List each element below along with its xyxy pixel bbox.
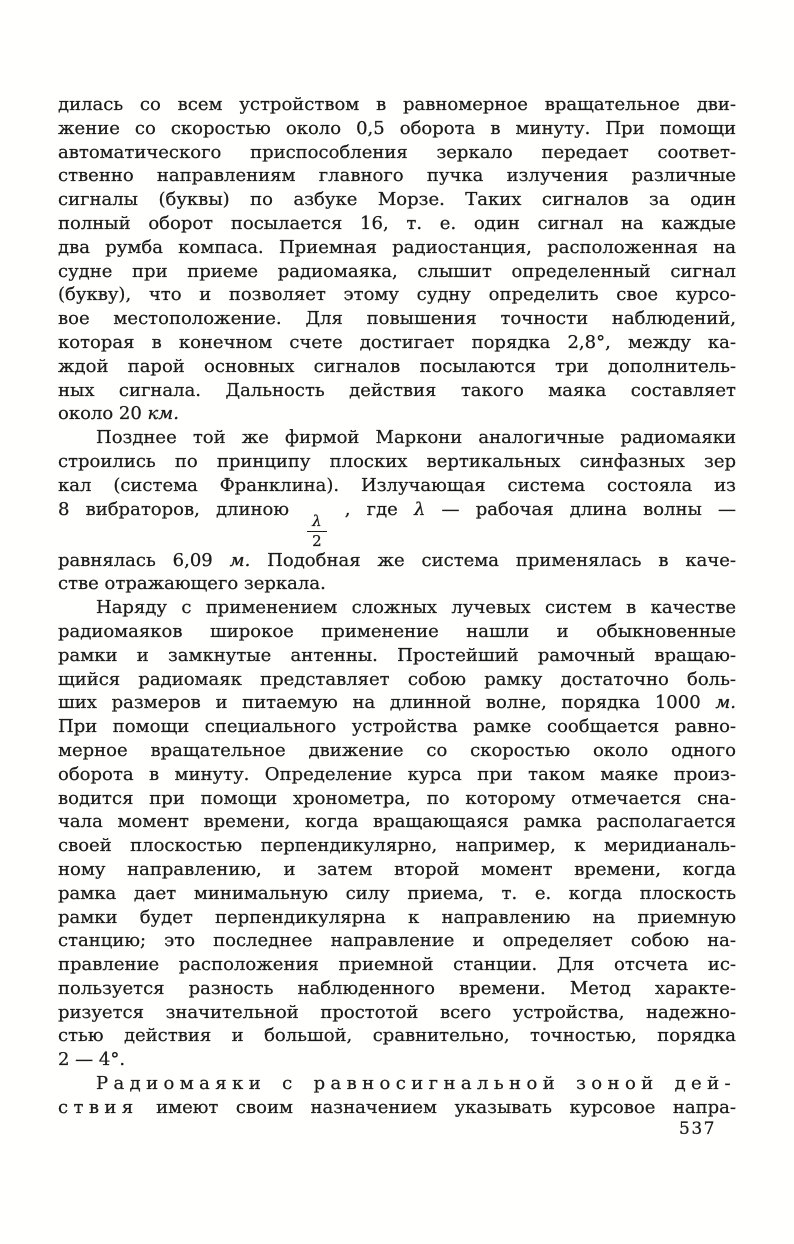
text-segment: — рабочая длина волны — — [425, 498, 737, 520]
text-segment: радиомаяков широкое применение нашли и обыкновенные — [58, 620, 736, 642]
text-segment: ных сигнала. Дальность действия такого маяка составляет — [58, 379, 736, 401]
text-segment: которая в конечном счете достигает порядка 2,8°, между ка- — [58, 331, 736, 353]
text-line — [58, 426, 736, 450]
text-line — [58, 93, 736, 117]
body-text — [58, 93, 736, 1120]
text-line — [58, 307, 736, 331]
text-segment: Позднее той же фирмой Маркони аналогичные радиомаяки — [96, 427, 736, 449]
text-line — [58, 834, 736, 858]
text-line — [58, 117, 736, 141]
text-line — [58, 1072, 736, 1096]
text-segment: чала момент времени, когда вращающаяся рамка располагается — [58, 811, 736, 833]
text-line — [58, 212, 736, 236]
text-segment: своей плоскостью перпендикулярно, например, к меридианаль- — [58, 835, 736, 857]
text-segment: 2 — 4°. — [58, 1049, 126, 1071]
text-segment: оборота в минуту. Определение курса при таком маяке произ- — [58, 763, 736, 785]
text-segment: ственно направлениям главного пучка излучения различные — [58, 165, 736, 187]
text-segment: , где — [328, 498, 414, 520]
text-segment: сигналы (буквы) по азбуке Морзе. Таких сигналов за один — [58, 189, 736, 211]
text-line — [58, 164, 736, 188]
text-line — [58, 906, 736, 930]
text-line — [58, 596, 736, 620]
text-line — [58, 739, 736, 763]
text-segment: ствия — [58, 1096, 139, 1118]
text-segment: м. — [715, 692, 736, 714]
fraction-numerator: λ — [307, 514, 327, 532]
text-line — [58, 953, 736, 977]
text-segment: ших размеров и питаемую на длинной волне, порядка 1000 — [58, 692, 716, 714]
text-line — [58, 1048, 736, 1072]
text-line — [58, 1096, 736, 1120]
page-number: 537 — [679, 1119, 716, 1139]
text-segment: стве отражающего зеркала. — [58, 573, 326, 595]
text-segment: Радиомаяки с равносигнальной зоной дей- — [96, 1073, 736, 1095]
text-line — [58, 668, 736, 692]
text-segment: кал (система Франклина). Излучающая система состояла из — [58, 474, 736, 496]
text-line — [58, 620, 736, 644]
text-segment: λ — [413, 498, 426, 520]
text-line — [58, 402, 736, 426]
text-segment: мерное вращательное движение со скоростью около одного — [58, 739, 736, 761]
text-line — [58, 763, 736, 787]
text-segment: рамки и замкнутые антенны. Простейший рамочный вращаю- — [58, 644, 736, 666]
text-line — [58, 331, 736, 355]
text-line — [58, 1001, 736, 1025]
fraction-denominator: 2 — [312, 531, 322, 550]
text-segment: автоматического приспособления зеркало передает соответ- — [58, 141, 736, 163]
text-segment: ждой парой основных сигналов посылаются три дополнитель- — [58, 355, 736, 377]
text-line — [58, 474, 736, 498]
text-line — [58, 715, 736, 739]
text-segment: строились по принципу плоских вертикальных синфазных зер — [58, 450, 736, 472]
text-line — [58, 787, 736, 811]
text-segment: м. — [229, 549, 251, 571]
text-line — [58, 858, 736, 882]
text-segment: ризуется значительной простотой всего устройства, надежно- — [58, 1001, 736, 1023]
text-segment: полный оборот посылается 16, т. е. один сигнал на каждые — [58, 212, 736, 234]
text-line — [58, 977, 736, 1001]
text-segment: два румба компаса. Приемная радиостанция, расположенная на — [58, 236, 736, 258]
text-line — [58, 236, 736, 260]
text-segment: около 20 — [58, 403, 148, 425]
text-line — [58, 260, 736, 284]
text-segment: км. — [147, 403, 179, 425]
text-segment: рамки будет перпендикулярна к направлению на приемную — [58, 906, 736, 928]
text-line — [58, 1024, 736, 1048]
text-line — [58, 882, 736, 906]
text-line — [58, 355, 736, 379]
text-segment: водится при помощи хронометра, по которому отмечается сна- — [58, 787, 736, 809]
text-segment: имеют своим назначением указывать курсовое напра- — [138, 1096, 736, 1118]
text-segment: правление расположения приемной станции. Для отсчета ис- — [58, 954, 736, 976]
text-line — [58, 572, 736, 596]
text-line — [58, 644, 736, 668]
text-segment: вое местоположение. Для повышения точности наблюдений, — [58, 308, 736, 330]
fraction-lambda-over-2 — [307, 511, 327, 550]
text-line — [58, 929, 736, 953]
text-segment: 8 вибраторов, длиною — [58, 498, 306, 520]
text-segment: судне при приеме радиомаяка, слышит определенный сигнал — [58, 260, 736, 282]
text-segment: пользуется разность наблюденного времени. Метод характе- — [58, 977, 736, 999]
text-segment: щийся радиомаяк представляет собою рамку достаточно боль- — [58, 668, 736, 690]
text-line — [58, 498, 736, 549]
text-segment: рамка дает минимальную силу приема, т. е. когда плоскость — [58, 882, 736, 904]
text-segment: При помощи специального устройства рамке сообщается равно- — [58, 716, 736, 738]
text-line — [58, 549, 736, 573]
text-line — [58, 283, 736, 307]
text-line — [58, 141, 736, 165]
text-line — [58, 691, 736, 715]
text-segment: (букву), что и позволяет этому судну определить свое курсо- — [58, 284, 736, 306]
text-segment: ному направлению, и затем второй момент времени, когда — [58, 858, 736, 880]
text-segment: равнялась 6,09 — [58, 549, 230, 571]
text-segment: стью действия и большой, сравнительно, точностью, порядка — [58, 1025, 736, 1047]
text-line — [58, 188, 736, 212]
text-line — [58, 379, 736, 403]
text-segment: жение со скоростью около 0,5 оборота в минуту. При помощи — [58, 117, 736, 139]
text-segment: Наряду с применением сложных лучевых систем в качестве — [96, 597, 736, 619]
text-line — [58, 810, 736, 834]
text-line — [58, 450, 736, 474]
text-segment: дилась со всем устройством в равномерное вращательное дви- — [58, 94, 736, 115]
text-segment: Подобная же система применялась в каче- — [250, 549, 736, 571]
text-segment: станцию; это последнее направление и определяет собою на- — [58, 930, 736, 952]
